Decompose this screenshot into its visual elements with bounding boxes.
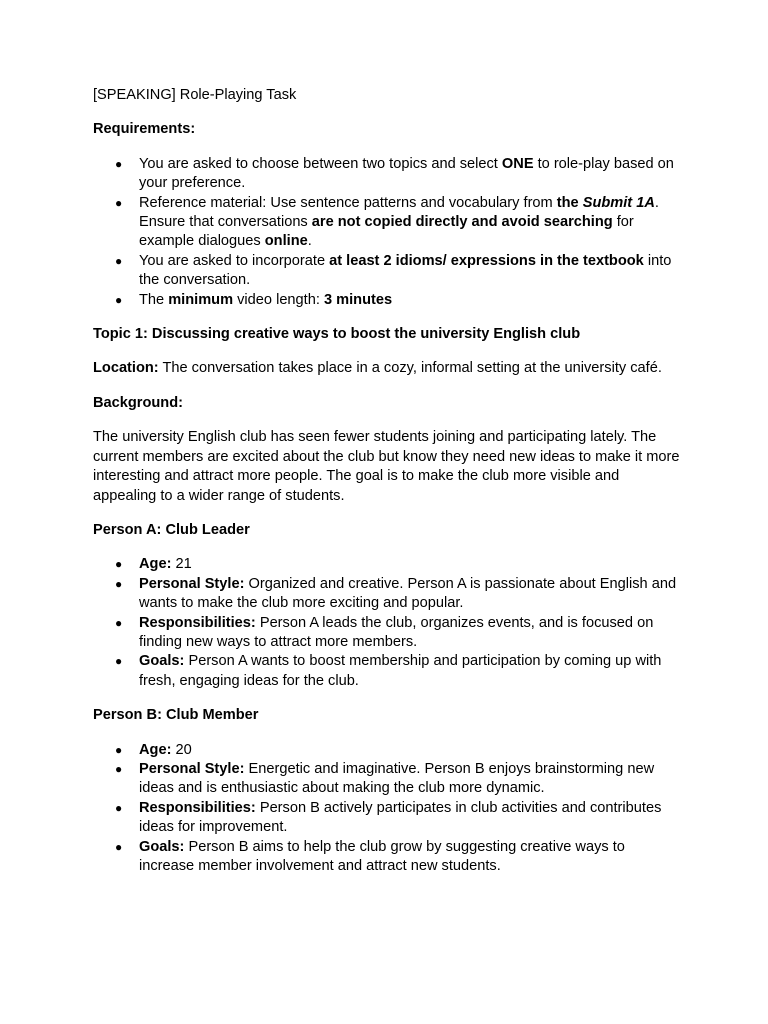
person-a-heading: Person A: Club Leader <box>93 521 250 538</box>
bullet-icon: ● <box>115 195 123 210</box>
list-item: ● Responsibilities: Person A leads the club, organizes events, and is focused on finding new ways to attract more members. <box>115 614 654 650</box>
document-content <box>93 86 683 891</box>
bullet-icon: ● <box>115 839 123 854</box>
list-item: ● Responsibilities: Person B actively participates in club activities and contributes ideas for improvement. <box>115 799 662 836</box>
topic-heading: Topic 1: Discussing creative ways to boost the university English club <box>93 326 581 343</box>
bullet-icon: ● <box>115 615 123 630</box>
person-a-list <box>93 555 683 691</box>
bullet-icon: ● <box>115 557 123 572</box>
bullet-icon: ● <box>115 742 123 757</box>
requirement-item: ● You are asked to choose between two topics and select ONE to role-play based on your preference. <box>115 155 674 192</box>
list-item: ● Age: 21 <box>93 555 683 574</box>
location-paragraph: Location: The conversation takes place in a cozy, informal setting at the university café. <box>93 360 662 377</box>
bullet-icon: ● <box>115 761 123 776</box>
bullet-icon: ● <box>115 156 123 171</box>
person-b-list <box>93 741 683 877</box>
person-b-heading: Person B: Club Member <box>93 707 259 724</box>
requirements-list <box>93 155 683 310</box>
requirements-heading: Requirements: <box>93 121 196 138</box>
background-heading: Background: <box>93 394 183 411</box>
list-item: ● Personal Style: Organized and creative. Person A is passionate about English and wants to make the club more exciting and popular. <box>115 575 677 612</box>
bullet-icon: ● <box>115 654 123 669</box>
list-item: ● Personal Style: Energetic and imaginative. Person B enjoys brainstorming new ideas and is enthusiastic about making the club more dynamic. <box>115 760 655 797</box>
bullet-icon: ● <box>115 800 123 815</box>
list-item: ● Age: 20 <box>93 741 683 760</box>
requirement-item: ● The minimum video length: 3 minutes <box>93 291 683 310</box>
list-item: ● Goals: Person A wants to boost membership and participation by coming up with fresh, engaging ideas for the club. <box>115 653 662 689</box>
requirement-item: ● Reference material: Use sentence patterns and vocabulary from the Submit 1A. Ensure that conversations are not copied directly and avoid searching for example dialogues online. <box>115 194 659 250</box>
list-item: ● Goals: Person B aims to help the club grow by suggesting creative ways to increase member involvement and attract new students. <box>115 838 625 874</box>
background-paragraph: The university English club has seen fewer students joining and participating lately. The current members are excited about the club but know they need new ideas to make it more interesting and attract more people. The goal is to make the club more visible and appealing to a wider range of students. <box>93 429 680 504</box>
bullet-icon: ● <box>115 576 123 591</box>
requirement-item: ● You are asked to incorporate at least 2 idioms/ expressions in the textbook into the conversation. <box>115 252 672 289</box>
bullet-icon: ● <box>115 292 123 307</box>
bullet-icon: ● <box>115 253 123 268</box>
page-title: [SPEAKING] Role-Playing Task <box>93 87 297 103</box>
